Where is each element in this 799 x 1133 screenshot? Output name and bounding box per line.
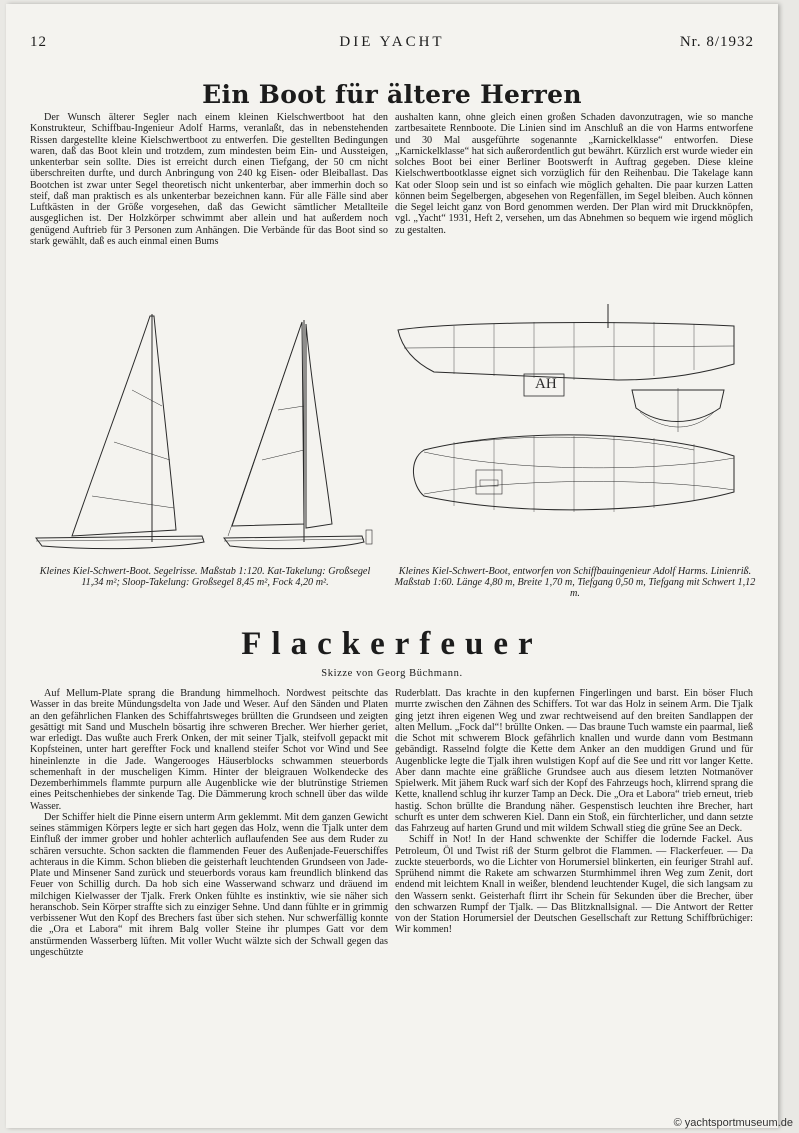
mainsail-left — [72, 316, 176, 536]
watermark: © yachtsportmuseum.de — [673, 1117, 793, 1129]
lines-plan-drawing — [394, 300, 754, 562]
issue-number: Nr. 8/1932 — [679, 34, 754, 50]
article1-column-right: aushalten kann, ohne gleich einen großen Schaden davonzutragen, wie so manche zartbesaitete Rennboote. Die Linien sind im Anschluß an die von Harms entworfene und 30 Mal ausgeführte sogenannte „Karnickelklasse“ entworfen. Diese „Karnickelklasse“ hat sich außerordentlich gut bewährt. Kürzlich erst wurde wieder ein solches Boot bei einer Berliner Bootswerft in Auftrag gegeben. Diese kleine Kielschwertbootklasse eignet sich vorzüglich für den Reihenbau. Die Takelage kann Kat oder Sloop sein und ist so einfach wie möglich gehalten. Die paar kurzen Latten können beim Segelbergen, abgesehen von Regenfällen, im Segel bleiben. Auch können die Segel leicht ganz von Bord genommen werden. Der Plan wird mit Druckknöpfen, vgl. „Yacht“ 1931, Heft 2, versehen, um das Abnehmen so bequem wie irgend möglich zu gestalten. — [395, 112, 753, 236]
hull-left — [36, 536, 204, 549]
story-paragraph: Auf Mellum-Plate sprang die Brandung himmelhoch. Nordwest peitschte das Wasser in das breite Mündungsdelta von Jade und Weser. Auf den Sänden und Platen an den gefährlichen Flanken des Schiffahrtsweges brüllten die Grundseen und zeigten gesättigt mit Sand und Muscheln bösartig ihre schweren Brecher. Wer hierher geriet, war erledigt. Das wußte auch Frerk Onken, der mit seiner Tjalk, steifvoll gepackt mit Kopfsteinen, unter hart gereffter Fock und knallend steifer Schot vor Wind und See hineinlenzte in die Jade. Wangerooges Häuserblocks schwammen steuerbords schemenhaft in der muscheligen Kimm. Hinter der bleigrauen Wolkendecke des Dezemberhimmels flammte purpurn alle Augenblicke wie der blutrünstige Striemen eines Peitschenhiebes der sinkende Tag. Die Dämmerung kroch schnell über das wilde Wasser. — [30, 688, 388, 812]
story-paragraph: Ruderblatt. Das krachte in den kupfernen Fingerlingen und barst. Ein böser Fluch murrte zwischen den Zähnen des Schiffers. Tot war das Holz in seinem Arm. Die Tjalk ging jetzt ihren eigenen Weg und zwar rechtweisend auf den breiten Sandlappen der alten Mellum. „Fock dal“! brüllte Onken. — Das braune Tuch wamste ein paarmal, ließ die Schot mit schwerem Block gefährlich knallen und wurde dann vom Bestmann gebändigt. Rasselnd folgte die Kette dem Anker an den muddigen Grund und für Augenblicke legte die Tjalk ihren wulstigen Kopf auf die See und ritt vor langer Kette. Aber dann machte eine gräßliche Grundsee auch aus diesem letzten Notmanöver Spielwerk. Mit jähem Ruck warf sich der Kopf des Fahrzeugs hoch, klirrend sprang die Kette, knallend schlug ihr kurzer Tamp an Deck. Die „Ora et Labora“ trieb erneut, trieb hastig. Schon brüllte die Brandung näher. Gespenstisch leuchten ihre Brecher, hart schurft es unter dem schweren Kiel. Dann ein Stoß, ein fürchterlicher, und dann setzte das Fahrzeug auf harten Grund und mit wildem Schwall stieg die grüne See an Deck. — [395, 688, 753, 834]
page-number: 12 — [30, 34, 47, 50]
story-column-left — [30, 688, 388, 1060]
story-paragraph: Schiff in Not! In der Hand schwenkte der Schiffer die lodernde Fackel. Aus Petroleum, Öl und Twist riß der Sturm gelbrot die Flammen. — Flackerfeuer. — Da zuckte steuerbords, wo die Lichter von Horumersiel blinkerten, ein feuriger Strahl auf. Sprühend nimmt die Rakete am schwarzen Sturmhimmel ihren Weg zum Zenit, dort endend mit leichtem Knall in weißer, blendend leuchtender Kugel, die sich langsam zu den Wassern senkt. Geisterhaft flirrt ihr Schein für Sekunden über die Brecher, über den schwarzen Rumpf der Tjalk. — Das Blitzknallsignal. — Die Antwort der Retter von der Station Horumersiel der Deutschen Gesellschaft zur Rettung Schiffbrüchiger: Wir kommen! — [395, 834, 753, 936]
jib-right — [232, 322, 304, 526]
article1-column-left: Der Wunsch älterer Segler nach einem kleinen Kielschwertboot hat den Konstrukteur, Schiffbau-Ingenieur Adolf Harms, veranlaßt, das in nebenstehenden Rissen dargestellte kleine Kielschwertboot zu entwerfen. Die gestellten Bedingungen waren, daß das Boot klein und trotzdem, zum mindesten beim Ein- und Aussteigen, unkenterbar sein sollte. Dies ist erreicht durch einen Tiefgang, der 50 cm nicht überschreiten durfte, und durch Anbringung von 240 kg Eisen- oder Bleiballast. Das Bootchen ist zwar unter Segel theoretisch nicht unkenterbar, aber immerhin doch so steif, daß man praktisch es als unkenterbar bezeichnen kann. Für alle Fälle sind aber Luftkästen in der Größe vorgesehen, daß das Gewicht sämtlicher Metallteile ausgeglichen ist. Der Holzkörper schwimmt aber allein und hat außerdem noch genügend Auftrieb für 3 Personen zum Anhängen. Die Verbände für das Boot sind so stark gewählt, daß es auch einmal einen Bums — [30, 112, 388, 247]
hull-right — [224, 536, 364, 549]
hull-plan-view — [413, 435, 734, 510]
story-byline: Skizze von Georg Büchmann. — [321, 668, 463, 679]
caption-lines-plan: Kleines Kiel-Schwert-Boot, entworfen von Schiffbauingenieur Adolf Harms. Linienriß. Maßstab 1:60. Länge 4,80 m, Breite 1,70 m, Tiefgang 0,50 m, Tiefgang mit Schwert 1,12 m. — [394, 566, 756, 600]
article-title: Ein Boot für ältere Herren — [202, 80, 582, 109]
sail-plan-drawing — [32, 310, 376, 560]
mainsail-right — [306, 324, 332, 528]
hull-profile — [398, 323, 734, 380]
caption-sail-plan: Kleines Kiel-Schwert-Boot. Segelrisse. Maßstab 1:120. Kat-Takelung: Großsegel 11,34 m²; Sloop-Takelung: Großsegel 8,45 m², Fock 4,20 m². — [39, 566, 371, 589]
designer-monogram: AH — [535, 376, 557, 392]
magazine-title: DIE YACHT — [339, 34, 445, 50]
story-column-right — [395, 688, 753, 1030]
magazine-page — [6, 4, 778, 1128]
story-paragraph: Der Schiffer hielt die Pinne eisern unterm Arm geklemmt. Mit dem ganzen Gewicht seines stämmigen Körpers legte er sich hart gegen das Holz, wenn die Tjalk unter dem Einfluß der immer grober und hohler achterlich auflaufenden See aus dem Ruder zu schären versuchte. Schon sackten die flammenden Feuer des Außenjade-Feuerschiffes achteraus in die Kimm. Schon blieben die geisterhaft leuchtenden Grundseen von Jade-Plate und Minsener Sand zurück und steuerbords voraus kam freundlich blinkend das Feuer von Schillig durch. Da hob sich eine Wasserwand schwarz und dräuend im milchigen Kielwasser der Tjalk. Frerk Onken fühlte es instinktiv, wie sie näher sich heranschob. Sein Körper straffte sich zu einziger Sehne. Und dann fühlte er in grimmig verbissener Wut den Kopf des Brechers fast über sich stehen. Nur schwerfällig konnte die „Ora et Labora“ mit ihrem Balg voller Steine ihr plumpes Gatt vor dem anstürmenden Wasserberg lüften. Mit voller Wucht wälzte sich der Schwall gegen das ungeschützte — [30, 811, 388, 958]
story-title: Flackerfeuer — [241, 626, 543, 662]
